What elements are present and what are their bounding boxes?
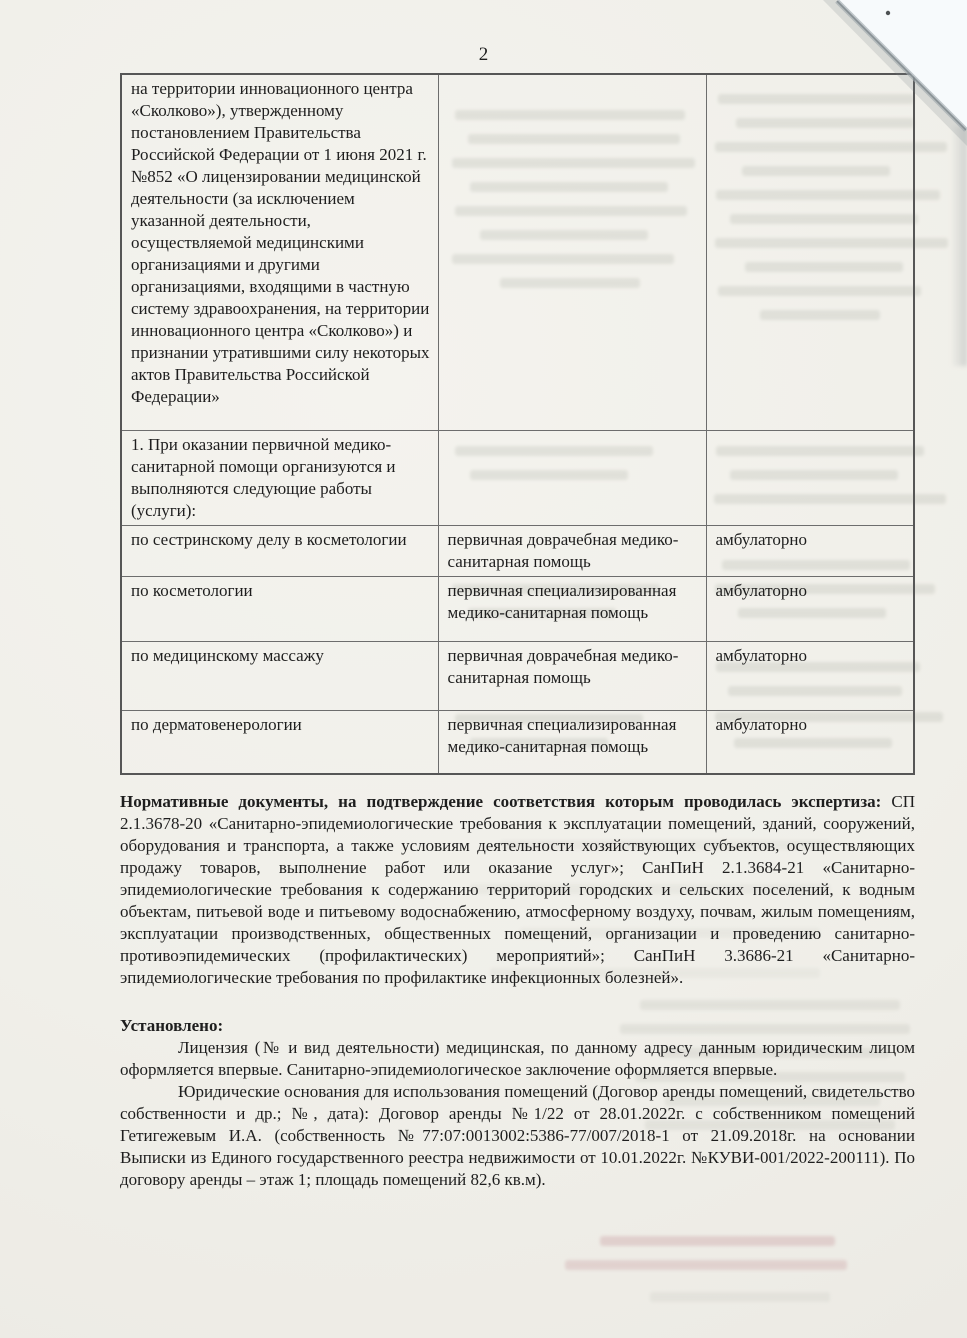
table-row (121, 431, 914, 526)
normative-documents-heading: Нормативные документы, на подтверждение соответствия которым проводилась экспертиза: (120, 792, 882, 811)
table-row (121, 711, 914, 775)
cell-activity: по медицинскому массажу (121, 642, 438, 711)
legal-grounds-paragraph: Юридические основания для использования помещений (Договор аренды помещений, свидетельство собственности и др.; №, дата): Договор аренды №1/22 от 28.01.2022г. с собственником помещений Гетигежевым И.А. (собственность №77:07:0013002:5386-77/007/2018-1 от 21.09.2018г. на основании Выписки из Единого государственного реестра недвижимости от 10.01.2022г. №КУВИ-001/2022-200111). По договору аренды – этаж 1; площадь помещений 82,6 кв.м). (120, 1082, 915, 1189)
cell-help-type: первичная специализированная медико-санитарная помощь (438, 711, 706, 775)
normative-documents-paragraph (120, 791, 915, 989)
cell-activity: 1. При оказании первичной медико-санитарной помощи организуются и выполняются следующие работы (услуги): (121, 431, 438, 526)
table-row (121, 642, 914, 711)
page-edge-shadow (951, 126, 967, 366)
table-row (121, 577, 914, 642)
cell-activity: по косметологии (121, 577, 438, 642)
bleed-text-fragment (650, 1292, 830, 1302)
cell-help-type: первичная специализированная медико-санитарная помощь (438, 577, 706, 642)
cell-conditions: амбулаторно (706, 642, 914, 711)
cell-help-type (438, 74, 706, 431)
cell-conditions: амбулаторно (706, 526, 914, 577)
cell-conditions: амбулаторно (706, 577, 914, 642)
cell-help-type (438, 431, 706, 526)
bleed-text-fragment (565, 1260, 847, 1270)
cell-conditions (706, 431, 914, 526)
established-heading: Установлено: (120, 1016, 224, 1035)
license-paragraph: Лицензия (№ и вид деятельности) медицинская, по данному адресу данным юридическим лицом оформляется впервые. Санитарно-эпидемиологическое заключение оформляется впервые. (120, 1038, 915, 1079)
page-number: 2 (478, 44, 489, 65)
cell-activity: на территории инновационного центра «Сколково»), утвержденному постановлением Правительства Российской Федерации от 1 июня 2021 г. №852 «О лицензировании медицинской деятельности (за исключением указанной деятельности, осуществляемой медицинскими организациями и другими организациями, входящими в частную систему здравоохранения, на территории инновационного центра «Сколково») и признании утратившими силу некоторых актов Правительства Российской Федерации» (121, 74, 438, 431)
document-body (120, 791, 915, 1191)
services-table (120, 73, 915, 775)
normative-documents-text: СП 2.1.3678-20 «Санитарно-эпидемиологические требования к эксплуатации помещений, зданий, сооружений, оборудования и транспорта, а также условиям деятельности хозяйствующих субъектов, осуществляющих продажу товаров, выполнение работ или оказание услуг»; СанПиН 2.1.3684-21 «Санитарно-эпидемиологические требования к содержанию территорий городских и сельских поселений, к водным объектам, питьевой воде и питьевому водоснабжению, атмосферному воздуху, почвам, жилым помещениям, эксплуатации производственных, общественных помещений, организации и проведению санитарно-противоэпидемических (профилактических) мероприятий»; СанПиН 3.3686-21 «Санитарно-эпидемиологические требования по профилактике инфекционных болезней». (120, 792, 916, 987)
cell-activity: по дерматовенерологии (121, 711, 438, 775)
cell-conditions (706, 74, 914, 431)
cell-help-type: первичная доврачебная медико-санитарная помощь (438, 642, 706, 711)
cell-conditions: амбулаторно (706, 711, 914, 775)
table-row (121, 526, 914, 577)
cell-activity: по сестринскому делу в косметологии (121, 526, 438, 577)
bleed-text-fragment (600, 1236, 835, 1246)
table-row (121, 74, 914, 431)
cell-help-type: первичная доврачебная медико-санитарная помощь (438, 526, 706, 577)
